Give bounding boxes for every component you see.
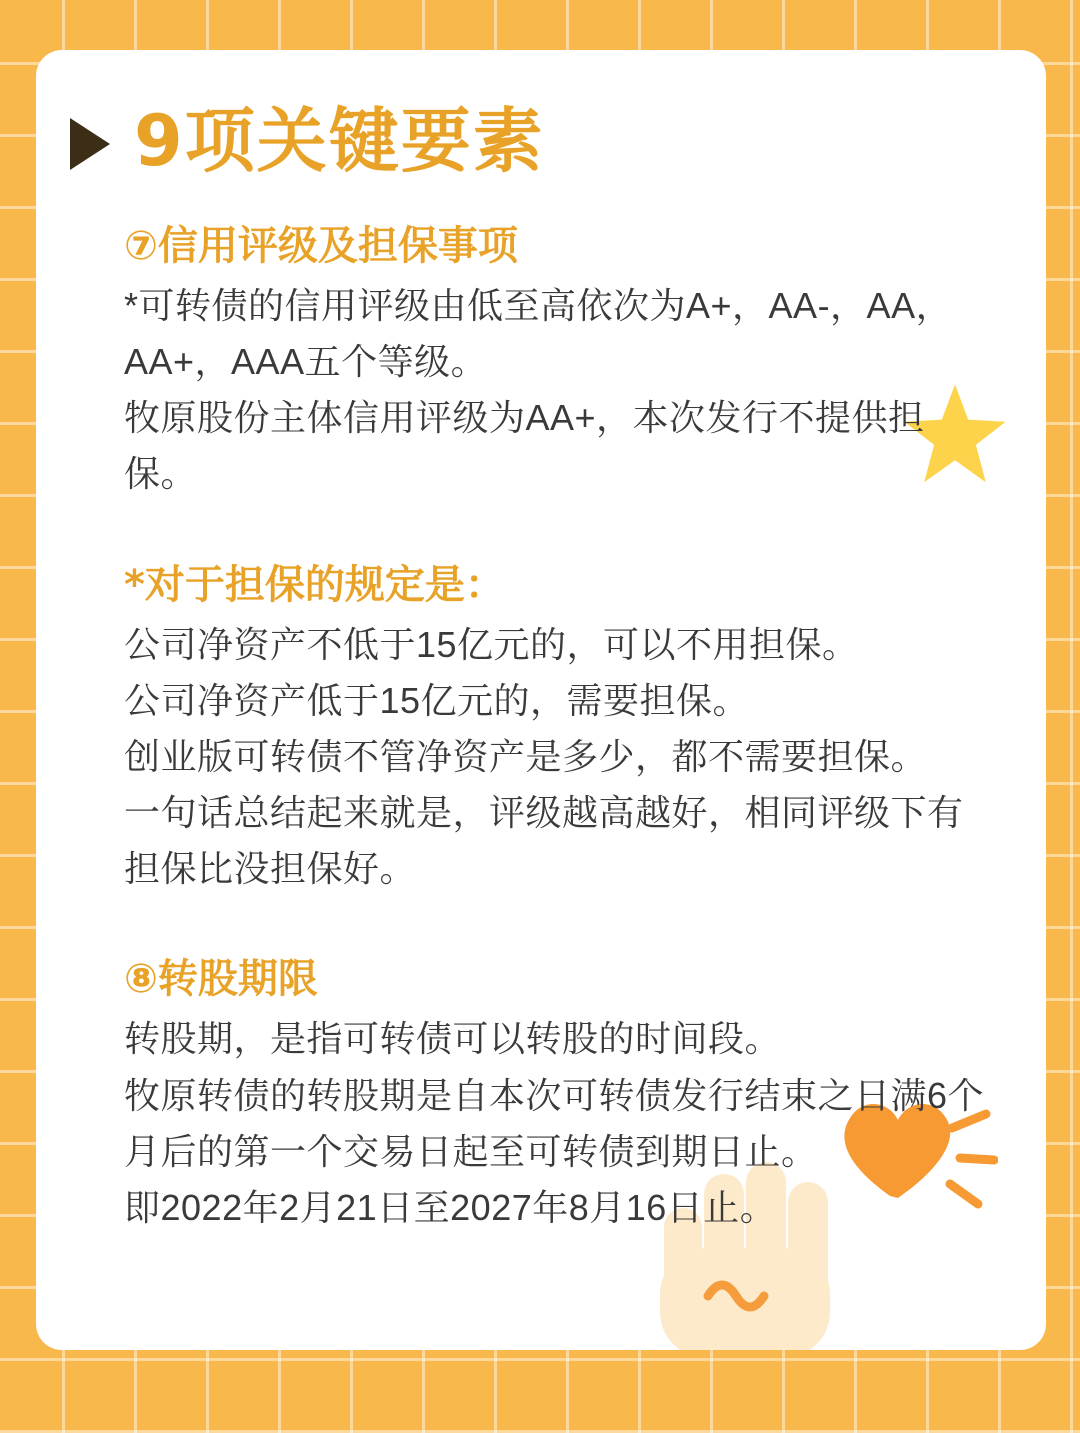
section-heading-guarantee-rules: *对于担保的规定是： [124, 561, 505, 608]
section-heading-8: ⑧转股期限 [124, 956, 318, 1003]
triangle-right-icon [70, 118, 110, 170]
guarantee-rule-1: 公司净资产不低于15亿元的，可以不用担保。 [124, 623, 859, 665]
spacer [124, 503, 986, 559]
section-8-paragraph-1: 转股期，是指可转债可以转股的时间段。 [124, 1018, 782, 1060]
content-card [36, 50, 1046, 1350]
section-7-paragraph-1: *可转债的信用评级由低至高依次为A+，AA-，AA，AA+，AAA五个等级。 [124, 285, 953, 383]
guarantee-rule-4: 一句话总结起来就是，评级越高越好，相同评级下有担保比没担保好。 [124, 792, 964, 890]
page-title: 9项关键要素 [134, 100, 545, 182]
article-body [36, 176, 1046, 1236]
section-8-paragraph-2: 牧原转债的转股期是自本次可转债发行结束之日满6个月后的第一个交易日起至可转债到期日止。 [124, 1074, 985, 1172]
guarantee-rule-2: 公司净资产低于15亿元的，需要担保。 [124, 679, 750, 721]
spacer [124, 897, 986, 953]
guarantee-rule-3: 创业版可转债不管净资产是多少，都不需要担保。 [124, 735, 928, 777]
section-8-paragraph-3: 即2022年2月21日至2027年8月16日止。 [124, 1186, 777, 1228]
section-heading-7: ⑦信用评级及担保事项 [124, 223, 518, 269]
page-title-row [36, 50, 1046, 182]
section-7-paragraph-2: 牧原股份主体信用评级为AA+，本次发行不提供担保。 [124, 397, 925, 495]
